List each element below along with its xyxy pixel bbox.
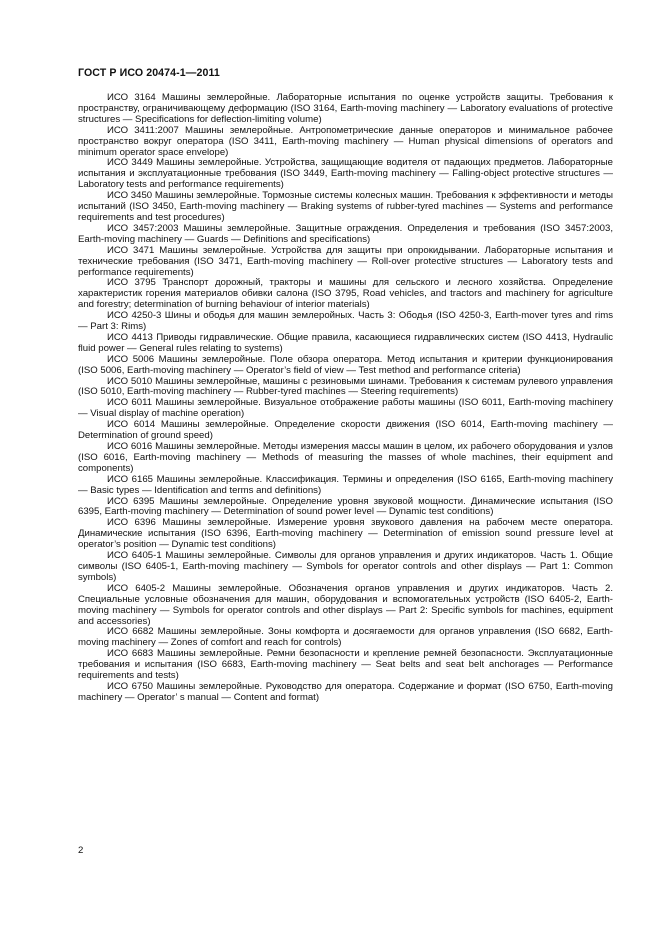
reference-iso-6165: ИСО 6165 Машины землеройные. Классификация. Термины и определения (ISO 6165, Earth-moving machinery — Basic types — Identification and terms and definitions) bbox=[78, 473, 613, 496]
reference-iso-3450: ИСО 3450 Машины землеройные. Тормозные системы колесных машин. Требования к эффективности и методы испытаний (ISO 3450, Earth-moving machinery — Braking systems of rubber-tyred machines — Systems and performance requirements and test procedures) bbox=[78, 190, 613, 223]
reference-iso-3411: ИСО 3411:2007 Машины землеройные. Антропометрические данные операторов и минимальное рабочее пространство вокруг оператора (ISO 3411, Earth-moving machinery — Human physical dimensions of operators and minimum operator space envelope) bbox=[78, 124, 613, 158]
reference-iso-3457: ИСО 3457:2003 Машины землеройные. Защитные ограждения. Определения и требования (ISO 3457:2003, Earth-moving machinery — Guards — Definitions and specifications) bbox=[78, 222, 613, 245]
reference-iso-6682: ИСО 6682 Машины землеройные. Зоны комфорта и досягаемости для органов управления (ISO 6682, Earth-moving machinery — Zones of comfort and reach for controls) bbox=[78, 626, 613, 649]
reference-iso-6016: ИСО 6016 Машины землеройные. Методы измерения массы машин в целом, их рабочего оборудования и узлов (ISO 6016, Earth-moving machinery — Methods of measuring the masses of whole machines, their equipment and components) bbox=[78, 441, 613, 474]
reference-iso-6405-1: ИСО 6405-1 Машины землеройные. Символы для органов управления и других индикаторов. Часть 1. Общие символы (ISO 6405-1, Earth-moving machinery — Symbols for operator controls and other displays — Part 1: Common symbols) bbox=[78, 550, 613, 583]
page-number: 2 bbox=[78, 845, 84, 856]
page-header: ГОСТ Р ИСО 20474-1—2011 bbox=[78, 67, 220, 79]
reference-iso-5010: ИСО 5010 Машины землеройные, машины с резиновыми шинами. Требования к системам рулевого управления (ISO 5010, Earth-moving machinery — Rubber-tyred machines — Steering requirements) bbox=[78, 375, 613, 398]
reference-iso-6683: ИСО 6683 Машины землеройные. Ремни безопасности и крепление ремней безопасности. Эксплуатационные требования и испытания (ISO 6683, Earth-moving machinery — Seat belts and seat belt anchorages — Performance requirements and tests) bbox=[78, 648, 613, 682]
reference-iso-3449: ИСО 3449 Машины землеройные. Устройства, защищающие водителя от падающих предметов. Лабораторные испытания и эксплуатационные требования (ISO 3449, Earth-moving machinery — Falling-object protective structures — Laboratory tests and performance requirements) bbox=[78, 157, 613, 191]
reference-iso-3471: ИСО 3471 Машины землеройные. Устройства для защиты при опрокидывании. Лабораторные испытания и технические требования (ISO 3471, Earth-moving machinery — Roll-over protective structures — Laboratory tests and performance requirements) bbox=[78, 244, 613, 278]
reference-iso-5006: ИСО 5006 Машины землеройные. Поле обзора оператора. Метод испытания и критерии функционирования (ISO 5006, Earth-moving machinery — Operator’s field of view — Test method and performance criteria) bbox=[78, 353, 613, 376]
reference-iso-6405-2: ИСО 6405-2 Машины землеройные. Обозначения органов управления и других индикаторов. Часть 2. Специальные условные обозначения для машин, оборудования и вспомогательных устройств (ISO 6405-2, Earth-moving machinery — Symbols for operator controls and other displays — Part 2: Specific symbols for machines, equipment and accessories) bbox=[78, 582, 613, 627]
reference-iso-6396: ИСО 6396 Машины землеройные. Измерение уровня звукового давления на рабочем месте оператора. Динамические испытания (ISO 6396, Earth-moving machinery — Determination of emission sound pressure level at operator’s position — Dynamic test conditions) bbox=[78, 517, 613, 551]
reference-iso-6011: ИСО 6011 Машины землеройные. Визуальное отображение работы машины (ISO 6011, Earth-moving machinery — Visual display of machine operation) bbox=[78, 397, 613, 420]
reference-iso-6395: ИСО 6395 Машины землеройные. Определение уровня звуковой мощности. Динамические испытания (ISO 6395, Earth-moving machinery — Determination of sound power level — Dynamic test conditions) bbox=[78, 495, 613, 518]
reference-list bbox=[78, 93, 613, 704]
reference-iso-3164: ИСО 3164 Машины землеройные. Лабораторные испытания по оценке устройств защиты. Требования к пространству, ограничивающему деформацию (ISO 3164, Earth-moving machinery — Laboratory evaluations of protective structures — Specifications for deflection-limiting volume) bbox=[78, 92, 613, 125]
reference-iso-3795: ИСО 3795 Транспорт дорожный, тракторы и машины для сельского и лесного хозяйства. Определение характеристик горения материалов обивки салона (ISO 3795, Road vehicles, and tractors and machinery for agriculture and forestry; determination of burning behaviour of interior materials) bbox=[78, 277, 613, 311]
reference-iso-6014: ИСО 6014 Машины землеройные. Определение скорости движения (ISO 6014, Earth-moving machinery — Determination of ground speed) bbox=[78, 419, 613, 442]
reference-iso-6750: ИСО 6750 Машины землеройные. Руководство для оператора. Содержание и формат (ISO 6750, Earth-moving machinery — Operator’ s manual — Content and format) bbox=[78, 680, 613, 703]
reference-iso-4413: ИСО 4413 Приводы гидравлические. Общие правила, касающиеся гидравлических систем (ISO 4413, Hydraulic fluid power — General rules relating to systems) bbox=[78, 331, 613, 354]
reference-iso-4250-3: ИСО 4250-3 Шины и ободья для машин землеройных. Часть 3: Ободья (ISO 4250-3, Earth-mover tyres and rims — Part 3: Rims) bbox=[78, 310, 613, 333]
